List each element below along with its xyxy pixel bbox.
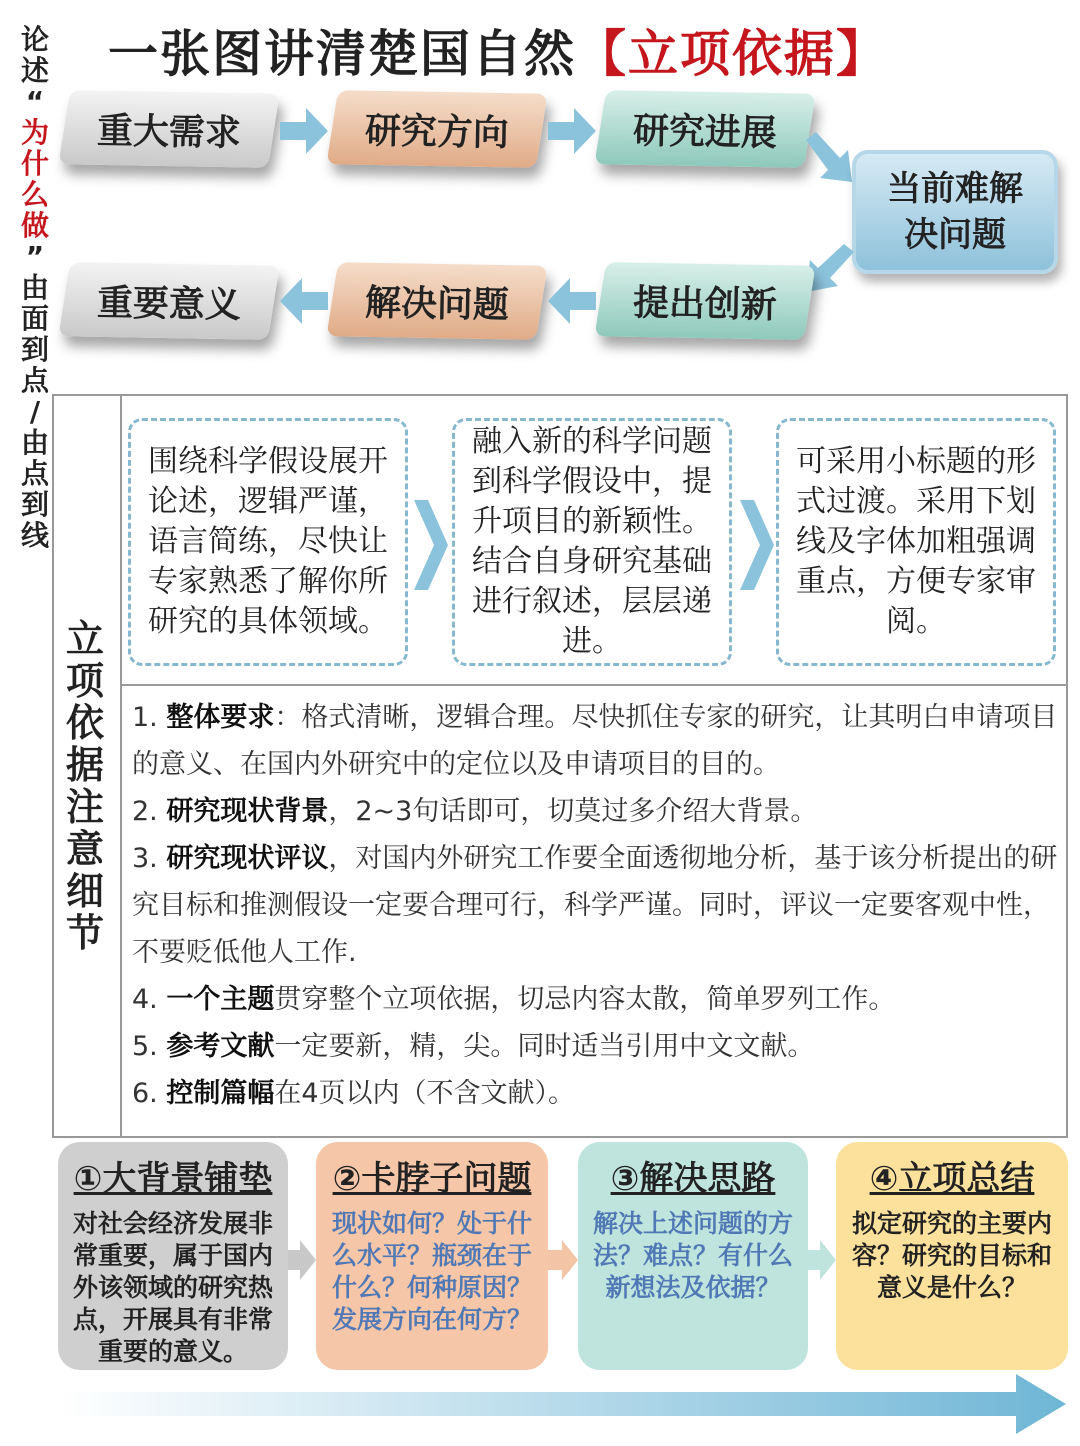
section-label-char: 意: [65, 827, 104, 871]
note-item: [132, 788, 1062, 835]
note-number: 1.: [132, 702, 158, 733]
flow-arrow-left-1: [280, 278, 328, 324]
side-char: 由: [20, 426, 49, 459]
notes-list: [132, 694, 1062, 1117]
side-char: /: [29, 395, 41, 428]
side-char: 点: [20, 457, 49, 490]
details-section-hdivider: [120, 684, 1068, 686]
note-keyword: 整体要求: [166, 702, 275, 733]
flow-box-significance: 重要意义: [58, 262, 279, 340]
side-char: 面: [20, 302, 49, 335]
tip-box-3: 可采用小标题的形式过渡。采用下划线及字体加粗强调重点，方便专家审阅。: [776, 418, 1056, 666]
details-section-label: [58, 618, 112, 954]
section-label-char: 立: [65, 617, 104, 661]
section-label-char: 注: [65, 785, 104, 829]
card-title: ③解决思路: [610, 1159, 776, 1199]
card-arrow-3: [808, 1240, 836, 1280]
note-number: 5.: [132, 1031, 158, 1062]
flow-arrow-left-2: [548, 278, 596, 324]
note-keyword: 控制篇幅: [166, 1078, 275, 1109]
side-char: 述: [20, 54, 49, 87]
side-caption: [14, 24, 56, 551]
side-char: 做: [20, 209, 49, 242]
note-item: [132, 835, 1062, 976]
flow-arrow-right-1: [280, 108, 328, 154]
note-text: 在4页以内（不含文献）。: [274, 1078, 576, 1109]
flow-box-solve-problem: 解决问题: [326, 262, 547, 340]
card-background: [58, 1142, 288, 1370]
note-item: [132, 1023, 1062, 1070]
section-label-char: 依: [65, 701, 104, 745]
note-number: 3.: [132, 843, 158, 874]
note-keyword: 一个主题: [166, 984, 275, 1015]
tip-box-1: 围绕科学假设展开论述，逻辑严谨，语言简练，尽快让专家熟悉了解你所研究的具体领域。: [128, 418, 408, 666]
flow-box-current-problems: 当前难解决问题: [852, 150, 1058, 274]
note-text: 一定要新，精，尖。同时适当引用中文文献。: [274, 1031, 815, 1062]
note-text: ，对国内外研究工作要全面透彻地分析，基于该分析提出的研究目标和推测假设一定要合理可行，科学严谨。同时，评议一定要客观中性，不要贬低他人工作.: [132, 843, 1058, 968]
page-title: [108, 14, 888, 86]
side-char: 点: [20, 364, 49, 397]
note-keyword: 研究现状背景: [166, 796, 329, 827]
flow-box-research-direction: 研究方向: [326, 90, 547, 168]
note-item: [132, 1070, 1062, 1117]
card-solution: [578, 1142, 808, 1370]
side-char: 么: [20, 178, 49, 211]
side-char: 为: [20, 116, 49, 149]
flow-arrow-down-right: [806, 132, 854, 184]
note-text: ：格式清晰，逻辑合理。尽快抓住专家的研究，让其明白申请项目的意义、在国内外研究中的定位以及申请项目的目的。: [132, 702, 1058, 780]
card-body: 拟定研究的主要内容？研究的目标和意义是什么？: [851, 1209, 1052, 1302]
card-arrow-2: [548, 1240, 578, 1280]
card-title: ④立项总结: [869, 1159, 1035, 1199]
note-item: [132, 976, 1062, 1023]
section-label-char: 细: [65, 869, 104, 913]
tip-box-2: 融入新的科学问题到科学假设中，提升项目的新颖性。结合自身研究基础进行叙述，层层递进。: [452, 418, 732, 666]
flow-box-innovation: 提出创新: [594, 262, 815, 340]
card-body: 对社会经济发展非常重要，属于国内外该领域的研究热点，开展具有非常重要的意义。: [72, 1209, 273, 1366]
note-keyword: 参考文献: [166, 1031, 275, 1062]
side-char: 到: [20, 333, 49, 366]
card-title: ②卡脖子问题: [332, 1159, 532, 1199]
side-char: 论: [20, 23, 49, 56]
side-char: 线: [20, 519, 49, 552]
note-number: 6.: [132, 1078, 158, 1109]
note-item: [132, 694, 1062, 788]
chevron-icon-1: [414, 500, 448, 590]
note-number: 2.: [132, 796, 158, 827]
side-char: 由: [20, 271, 49, 304]
card-body: 现状如何？处于什么水平？瓶颈在于什么？何种原因？发展方向在何方？: [331, 1209, 532, 1334]
card-arrow-1: [288, 1240, 316, 1280]
note-text: 贯穿整个立项依据，切忌内容太散，简单罗列工作。: [274, 984, 896, 1015]
note-text: ，2~3句话即可，切莫过多介绍大背景。: [328, 796, 818, 827]
side-char: 什: [20, 147, 49, 180]
flow-arrow-right-2: [548, 108, 596, 154]
section-label-char: 项: [65, 659, 104, 703]
side-char: ”: [25, 240, 45, 273]
side-char: 到: [20, 488, 49, 521]
card-body: 解决上述问题的方法？难点？有什么新想法及依据？: [592, 1209, 793, 1302]
card-summary: [836, 1142, 1068, 1370]
side-char: “: [25, 85, 45, 118]
progress-arrow: [60, 1374, 1066, 1434]
note-number: 4.: [132, 984, 158, 1015]
flow-box-major-demand: 重大需求: [58, 90, 279, 168]
note-keyword: 研究现状评议: [166, 843, 329, 874]
chevron-icon-2: [740, 500, 774, 590]
card-title: ①大背景铺垫: [73, 1159, 273, 1199]
title-main: 一张图讲清楚国自然: [108, 25, 576, 83]
details-section-divider: [120, 394, 122, 1138]
title-highlight: 【立项依据】: [576, 25, 888, 83]
section-label-char: 节: [65, 911, 104, 955]
section-label-char: 据: [65, 743, 104, 787]
flow-box-research-progress: 研究进展: [594, 90, 815, 168]
card-bottleneck: [316, 1142, 548, 1370]
